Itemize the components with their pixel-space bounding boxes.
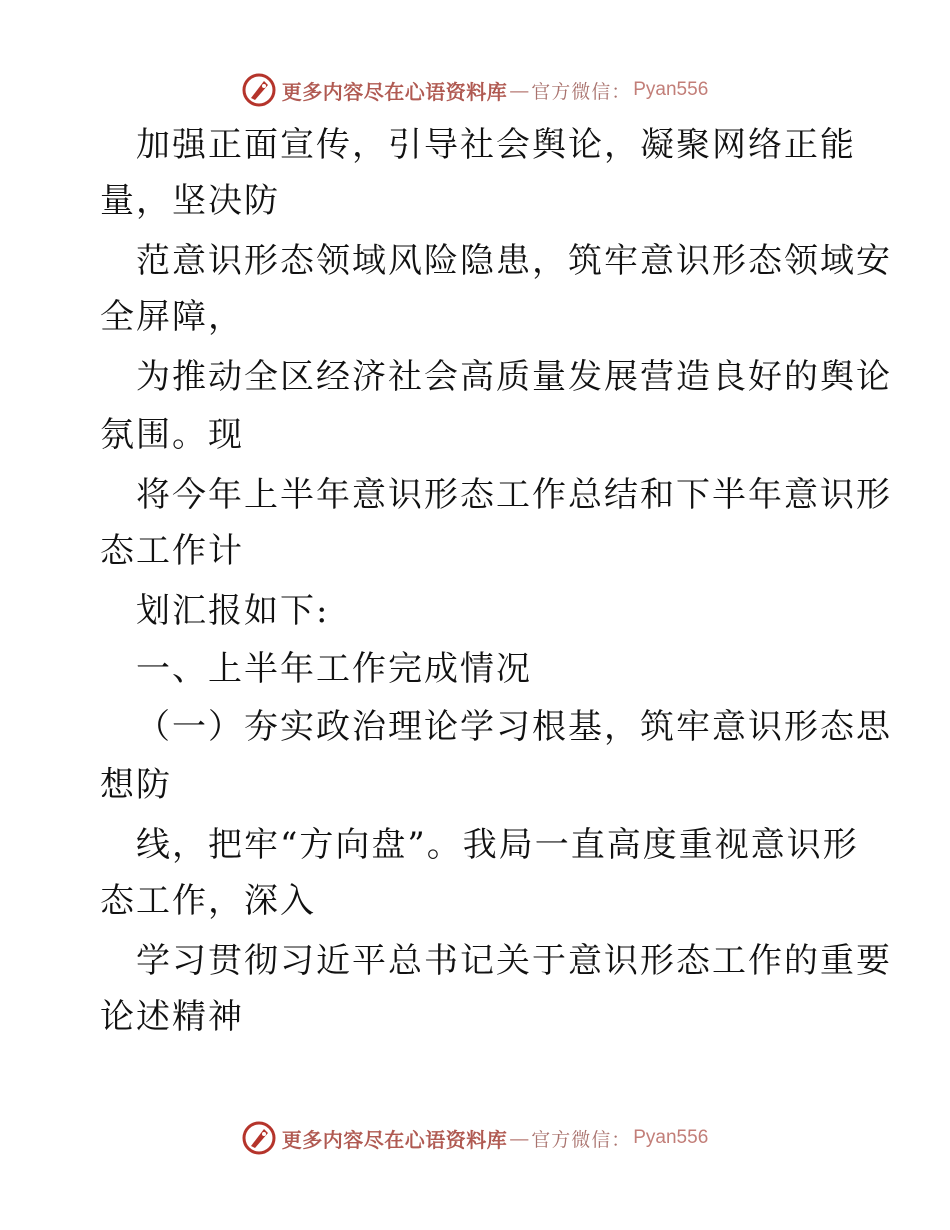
header-watermark-banner <box>0 70 950 110</box>
banner-wechat-id: Pyan556 <box>633 79 709 100</box>
pen-nib-logo-icon <box>242 73 276 107</box>
text-line: （一）夯实政治理论学习根基，筑牢意识形态思 <box>136 707 892 747</box>
text-line: 为推动全区经济社会高质量发展营造良好的舆论 <box>136 357 892 397</box>
banner-main-text: 更多内容尽在心语资料库 <box>281 79 508 104</box>
banner-dash: — <box>509 78 530 102</box>
banner-wechat-label: 官方微信： <box>531 1128 632 1151</box>
text-line: 全屏障， <box>100 297 244 337</box>
text-line: 一、上半年工作完成情况 <box>136 649 532 689</box>
banner-wechat-id: Pyan556 <box>633 1127 709 1148</box>
text-line: 加强正面宣传，引导社会舆论，凝聚网络正能 <box>136 125 856 165</box>
text-line: 将今年上半年意识形态工作总结和下半年意识形 <box>136 475 892 515</box>
text-line: 态工作，深入 <box>100 881 316 921</box>
banner-main-text: 更多内容尽在心语资料库 <box>281 1127 508 1152</box>
pen-nib-logo-icon <box>242 1121 276 1155</box>
text-line: 想防 <box>100 765 172 805</box>
text-line: 范意识形态领域风险隐患，筑牢意识形态领域安 <box>136 241 892 281</box>
footer-watermark-banner <box>0 1118 950 1158</box>
banner-dash: — <box>509 1126 530 1150</box>
text-line: 学习贯彻习近平总书记关于意识形态工作的重要 <box>136 941 892 981</box>
text-line: 论述精神 <box>100 997 244 1037</box>
text-line: 氛围。现 <box>100 415 244 455</box>
text-line: 态工作计 <box>100 531 244 571</box>
text-line: 线，把牢“方向盘”。我局一直高度重视意识形 <box>136 825 859 865</box>
banner-wechat-label: 官方微信： <box>531 80 632 103</box>
text-line: 划汇报如下: <box>136 591 330 631</box>
text-line: 量，坚决防 <box>100 181 280 221</box>
